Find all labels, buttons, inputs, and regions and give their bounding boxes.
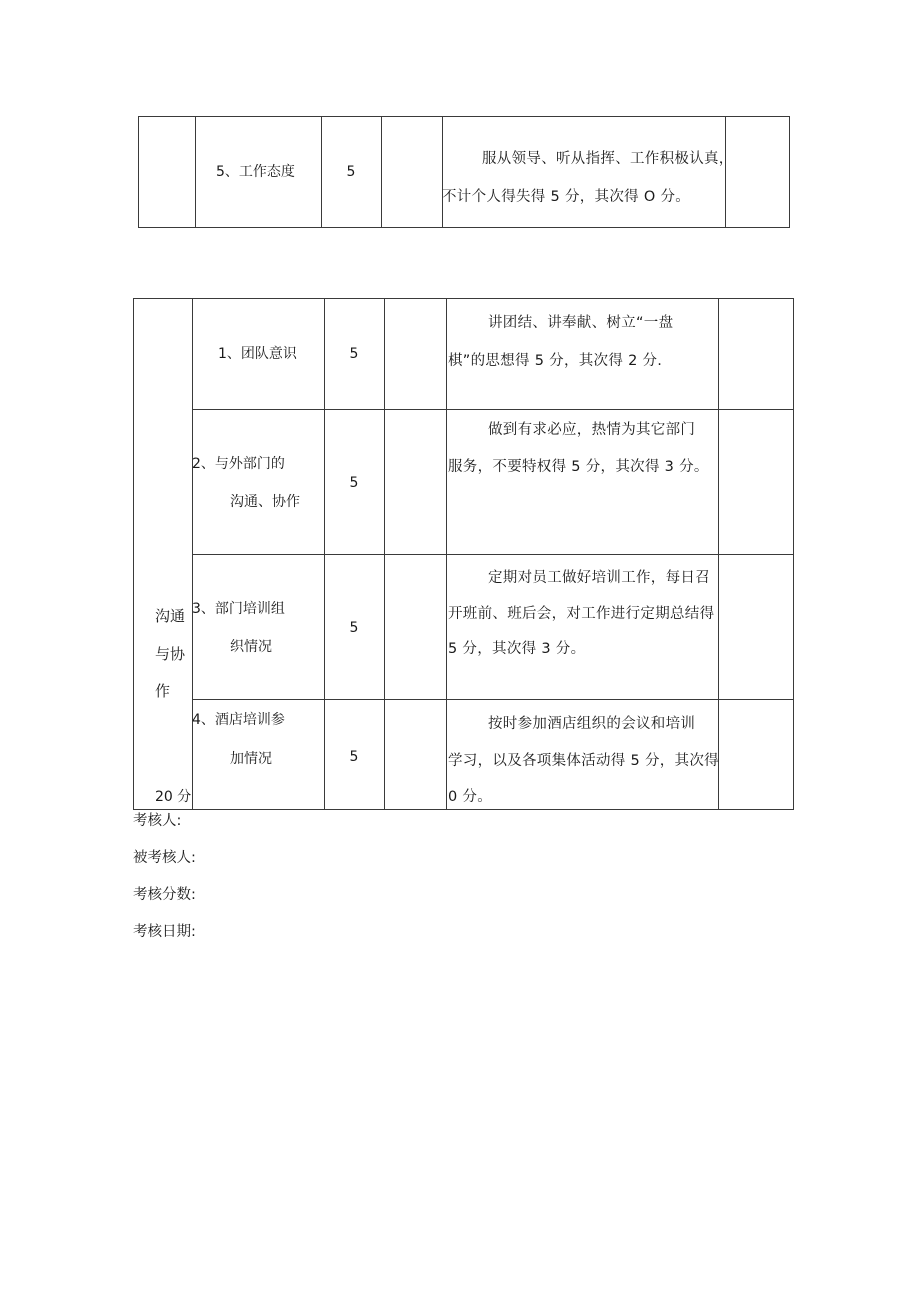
table-communication [133, 298, 794, 810]
row-divider [192, 699, 793, 700]
item-name: 沟通、协作 [230, 494, 300, 510]
date-label: 考核日期: [133, 924, 196, 940]
row-divider [192, 409, 793, 410]
column-divider [195, 117, 196, 227]
item-description-line: 不计个人得失得 5 分，其次得 O 分。 [442, 189, 691, 205]
column-divider [442, 117, 443, 227]
item-description-line: 服从领导、听从指挥、工作积极认真， [482, 151, 734, 167]
item-description-line: 5 分，其次得 3 分。 [448, 641, 586, 657]
item-description-line: 开班前、班后会，对工作进行定期总结得 [448, 606, 715, 622]
assessor-label: 考核人: [133, 813, 182, 829]
item-name: 2、与外部门的 [192, 456, 285, 472]
item-score: 5 [349, 620, 359, 636]
category-points: 20 分 [155, 789, 192, 805]
item-name: 3、部门培训组 [192, 601, 285, 617]
score-label: 考核分数: [133, 887, 196, 903]
item-description-line: 学习，以及各项集体活动得 5 分，其次得 [448, 753, 719, 769]
column-divider [381, 117, 382, 227]
item-description-line: 定期对员工做好培训工作，每日召 [488, 570, 710, 586]
category-label: 沟通 [155, 607, 186, 625]
column-divider [725, 117, 726, 227]
category-label: 作 [155, 682, 171, 700]
item-name: 1、团队意识 [218, 346, 297, 362]
item-score: 5 [349, 475, 359, 491]
item-description-line: 按时参加酒店组织的会议和培训 [488, 716, 696, 732]
item-description-line: 讲团结、讲奉献、树立“一盘 [488, 315, 674, 331]
item-score: 5 [349, 749, 359, 765]
item-description-line: 做到有求必应，热情为其它部门 [488, 422, 696, 438]
table-work-attitude [138, 116, 790, 228]
item-score: 5 [349, 346, 359, 362]
assessee-label: 被考核人: [133, 850, 196, 866]
row-divider [192, 554, 793, 555]
item-name: 4、酒店培训参 [192, 712, 285, 728]
item-name: 5、工作态度 [216, 164, 295, 180]
item-description-line: 服务，不要特权得 5 分，其次得 3 分。 [448, 459, 709, 475]
category-label: 与协 [155, 645, 186, 663]
item-name: 加情况 [230, 751, 272, 767]
item-description-line: 0 分。 [448, 789, 493, 805]
item-description-line: 棋”的思想得 5 分，其次得 2 分. [448, 353, 663, 369]
item-name: 织情况 [230, 639, 272, 655]
item-score: 5 [346, 164, 356, 180]
